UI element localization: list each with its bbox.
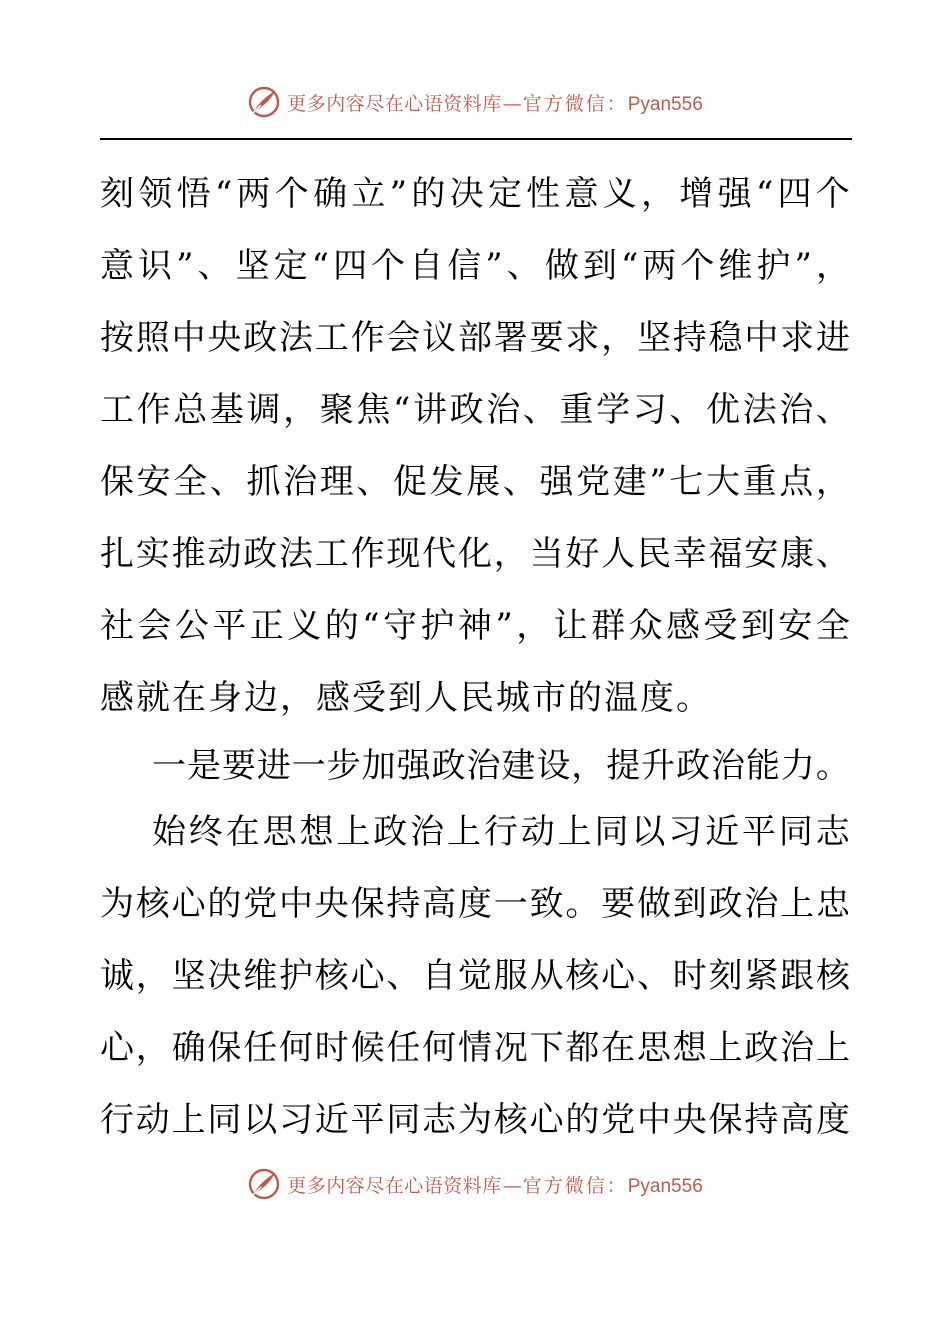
- header-text: [287, 89, 703, 116]
- body-line: 保 安 全 、 抓 治 理 、 促 发 展 、 强 党 建 ” 七 大 重 点 ，: [100, 462, 850, 502]
- body-line: 行 动 上 同 以 习 近 平 同 志 为 核 心 的 党 中 央 保 持 高 度: [100, 1100, 850, 1140]
- header-divider: [100, 138, 852, 140]
- body-line: 心 ， 确 保 任 何 时 候 任 何 情 况 下 都 在 思 想 上 政 治 上: [100, 1028, 850, 1068]
- body-line: 感就在身边，感受到人民城市的温度。: [100, 678, 712, 718]
- footer-wechat-id: Pyan556: [627, 1175, 703, 1197]
- footer-banner: [0, 1160, 950, 1208]
- footer-dash: —: [502, 1174, 522, 1197]
- body-line: 扎 实 推 动 政 法 工 作 现 代 化 ， 当 好 人 民 幸 福 安 康 、: [100, 534, 850, 574]
- header-wechat-id: Pyan556: [627, 93, 703, 115]
- body-line: 诚 ， 坚 决 维 护 核 心 、 自 觉 服 从 核 心 、 时 刻 紧 跟 核: [100, 956, 850, 996]
- section-heading: 一 是 要 进 一 步 加 强 政 治 建 设 ， 提 升 政 治 能 力 。: [152, 746, 850, 786]
- body-line: 意 识 ” 、 坚 定 “ 四 个 自 信 ” 、 做 到 “ 两 个 维 护 ” ，: [100, 246, 850, 286]
- quill-logo-icon: [247, 85, 281, 119]
- footer-text: [287, 1171, 703, 1198]
- body-line: 按 照 中 央 政 法 工 作 会 议 部 署 要 求 ， 坚 持 稳 中 求 进: [100, 318, 850, 358]
- quill-logo-icon: [247, 1167, 281, 1201]
- body-line: 工 作 总 基 调 ， 聚 焦 “ 讲 政 治 、 重 学 习 、 优 法 治 、: [100, 390, 850, 430]
- body-line: 刻 领 悟 “ 两 个 确 立 ” 的 决 定 性 意 义 ， 增 强 “ 四 个: [100, 174, 850, 214]
- body-line: 社 会 公 平 正 义 的 “ 守 护 神 ” ， 让 群 众 感 受 到 安 全: [100, 606, 850, 646]
- body-line: 始 终 在 思 想 上 政 治 上 行 动 上 同 以 习 近 平 同 志: [152, 812, 850, 852]
- header-dash: —: [502, 92, 522, 115]
- body-line: 为 核 心 的 党 中 央 保 持 高 度 一 致 。 要 做 到 政 治 上 忠: [100, 884, 850, 924]
- header-slogan: 更多内容尽在心语资料库: [287, 92, 502, 115]
- footer-wechat-label: 官方微信：: [522, 1174, 628, 1197]
- header-wechat-label: 官方微信：: [522, 92, 628, 115]
- footer-slogan: 更多内容尽在心语资料库: [287, 1174, 502, 1197]
- header-banner: [0, 78, 950, 126]
